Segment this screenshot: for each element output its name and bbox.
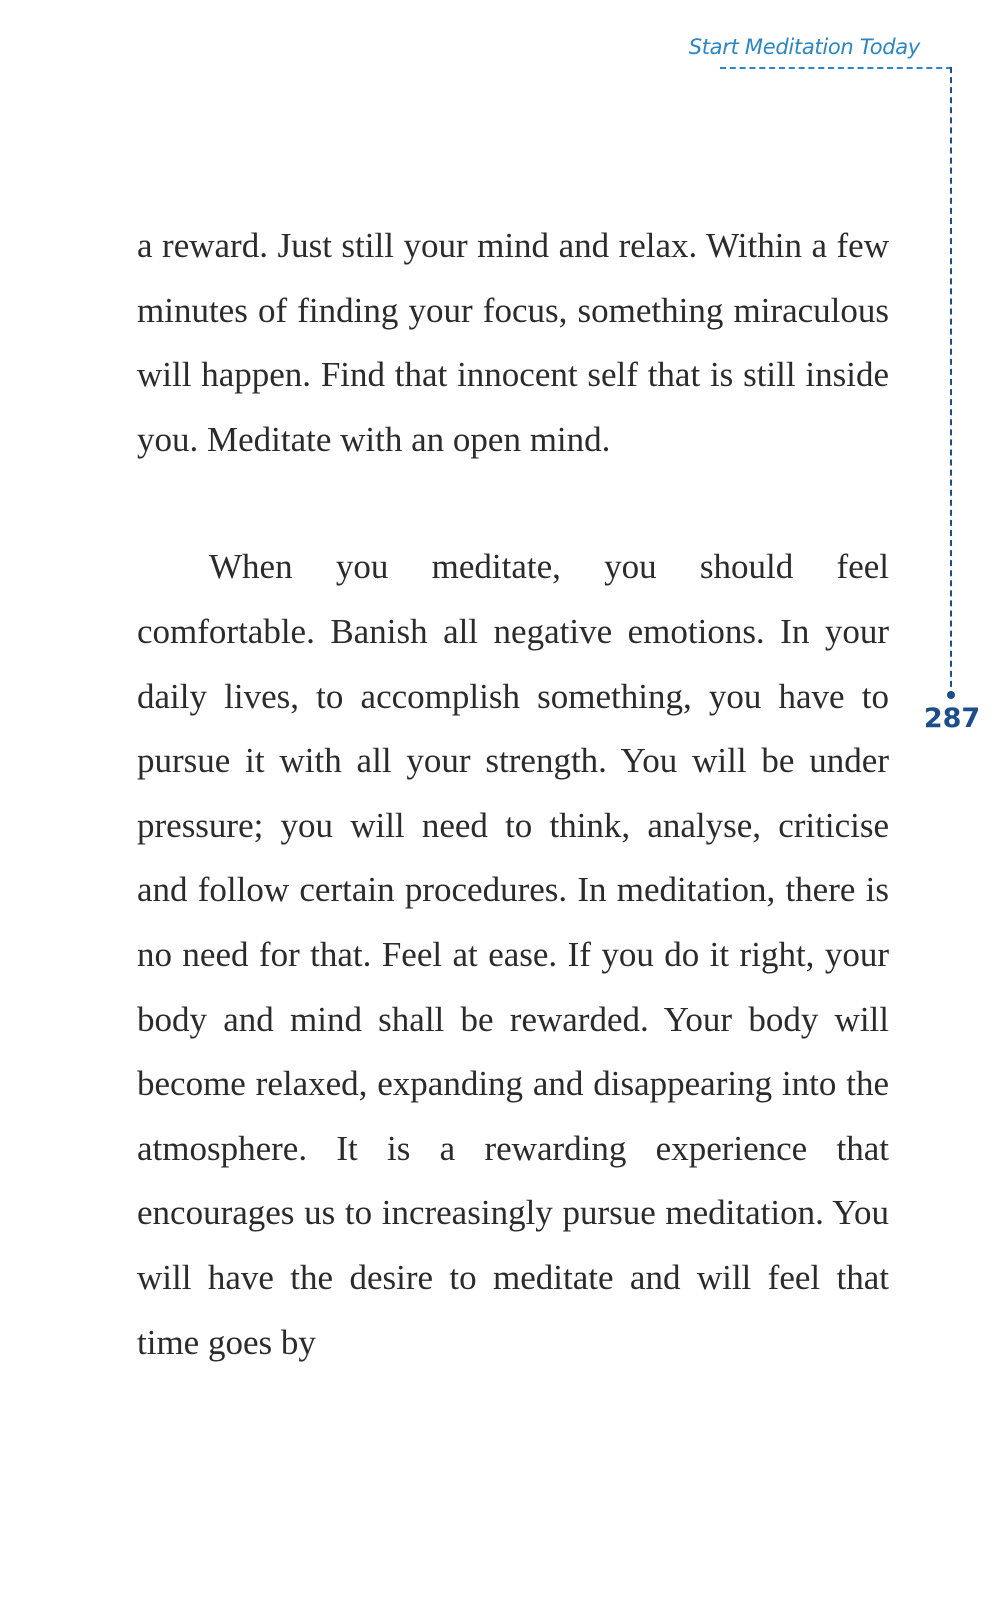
header-dashed-rule bbox=[720, 67, 952, 69]
paragraph-meditate-comfortable: When you meditate, you should feel comfortable. Banish all negative emotions. In your daily lives, to accomplish something, you have to pursue it with all your strength. You will be under pressure; you will need to think, analyse, criticise and follow certain procedures. In meditation, there is no need for that. Feel at ease. If you do it right, your body and mind shall be rewarded. Your body will become relaxed, expanding and disappearing into the atmosphere. It is a rewarding experience that encourages us to increasingly pursue meditation. You will have the desire to meditate and will feel that time goes by bbox=[137, 547, 889, 1362]
side-dashed-rule bbox=[950, 67, 952, 697]
running-head-title: Start Meditation Today bbox=[688, 35, 920, 59]
paragraph-continued: a reward. Just still your mind and relax. Within a few minutes of finding your focus, something miraculous will happen. Find that innocent self that is still inside you. Meditate with an open mind. bbox=[137, 226, 889, 459]
body-text bbox=[137, 214, 889, 1375]
rule-end-dot bbox=[947, 691, 955, 699]
page-number: 287 bbox=[923, 703, 981, 734]
